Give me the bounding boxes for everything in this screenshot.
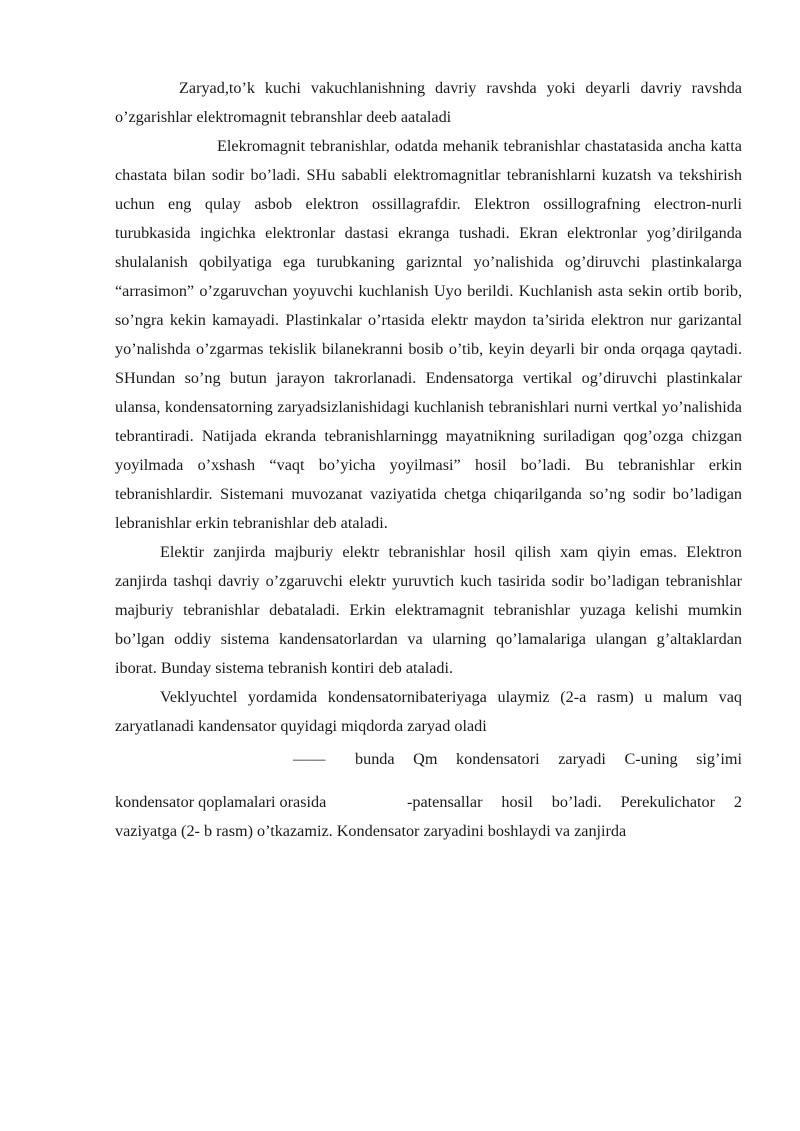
document-body <box>115 74 742 846</box>
paragraph-oscillation-definition: Zaryad,to’k kuchi vakuchlanishning davriy ravshda yoki deyarli davriy ravshda o’zgarishlar elektromagnit tebranshlar deeb aataladi <box>115 79 742 126</box>
paragraph-forced-oscillations: Elektir zanjirda majburiy elektr tebranishlar hosil qilish xam qiyin emas. Elektron zanjirda tashqi davriy o’zgaruvchi elektr yuruvtich kuch tasirida sodir bo’ladigan tebranishlar majburiy tebranishlar debataladi. Erkin elektramagnit tebranishlar yuzaga kelishi mumkin bo’lgan oddiy sistema kandensatorlardan va ularning qo’lamalariga ulangan g’altaklardan iborat. Bunday sistema tebranish kontiri deb ataladi. <box>115 543 742 677</box>
formula-explanation: bunda Qm kondensatori zaryadi C-uning sig’imi <box>355 750 742 768</box>
potential-line-right: -patensallar hosil bo’ladi. Perekulichator 2 <box>407 793 742 811</box>
potential-line <box>115 788 742 817</box>
potential-line-left: kondensator qoplamalari orasida <box>115 793 327 811</box>
paragraph-switch-position: vaziyatga (2- b rasm) o’tkazamiz. Kondensator zaryadini boshlaydi va zanjirda <box>115 822 627 840</box>
paragraph-capacitor-charge: Veklyuchtel yordamida kondensatornibateriyaga ulaymiz (2-a rasm) u malum vaq zaryatlanadi kandensator quyidagi miqdorda zaryad oladi <box>115 688 742 735</box>
paragraph-oscillograph: Elekromagnit tebranishlar, odatda mehanik tebranishlar chastatasida ancha katta chastata bilan sodir bo’ladi. SHu sababli elektromagnitlar tebranishlarni kuzatsh va tekshirish uchun eng qulay asbob elektron ossillagrafdir. Elektron ossillografning electron-nurli turubkasida ingichka elektronlar dastasi ekranga tushadi. Ekran elektronlar yog’dirilganda shulalanish qobilyatiga ega turubkaning garizntal yo’nalishida og’diruvchi plastinkalarga “arrasimon” o’zgaruvchan yoyuvchi kuchlanish Uyo berildi. Kuchlanish asta sekin ortib borib, so’ngra kekin kamayadi. Plastinkalar o’rtasida elektr maydon ta’sirida elektron nur garizantal yo’nalishda o’zgarmas tekislik bilanekranni bosib o’tib, keyin deyarli bir onda orqaga qaytadi. SHundan so’ng butun jarayon takrorlanadi. Endensatorga vertikal og’diruvchi plastinkalar ulansa, kondensatorning zaryadsizlanishidagi kuchlanish tebranishlari nurni vertkal yo’nalishida tebrantiradi. Natijada ekranda tebranishlarningg mayatnikning suriladigan qog’ozga chizgan yoyilmada o’xshash “vaqt bo’yicha yoyilmasi” hosil bo’ladi. Bu tebranishlar erkin tebranishlardir. Sistemani muvozanat vaziyatida chetga chiqarilganda so’ng sodir bo’ladigan lebranishlar erkin tebranishlar deb ataladi. <box>115 137 742 532</box>
formula-line <box>115 741 742 778</box>
formula-placeholder: —— <box>293 750 326 768</box>
